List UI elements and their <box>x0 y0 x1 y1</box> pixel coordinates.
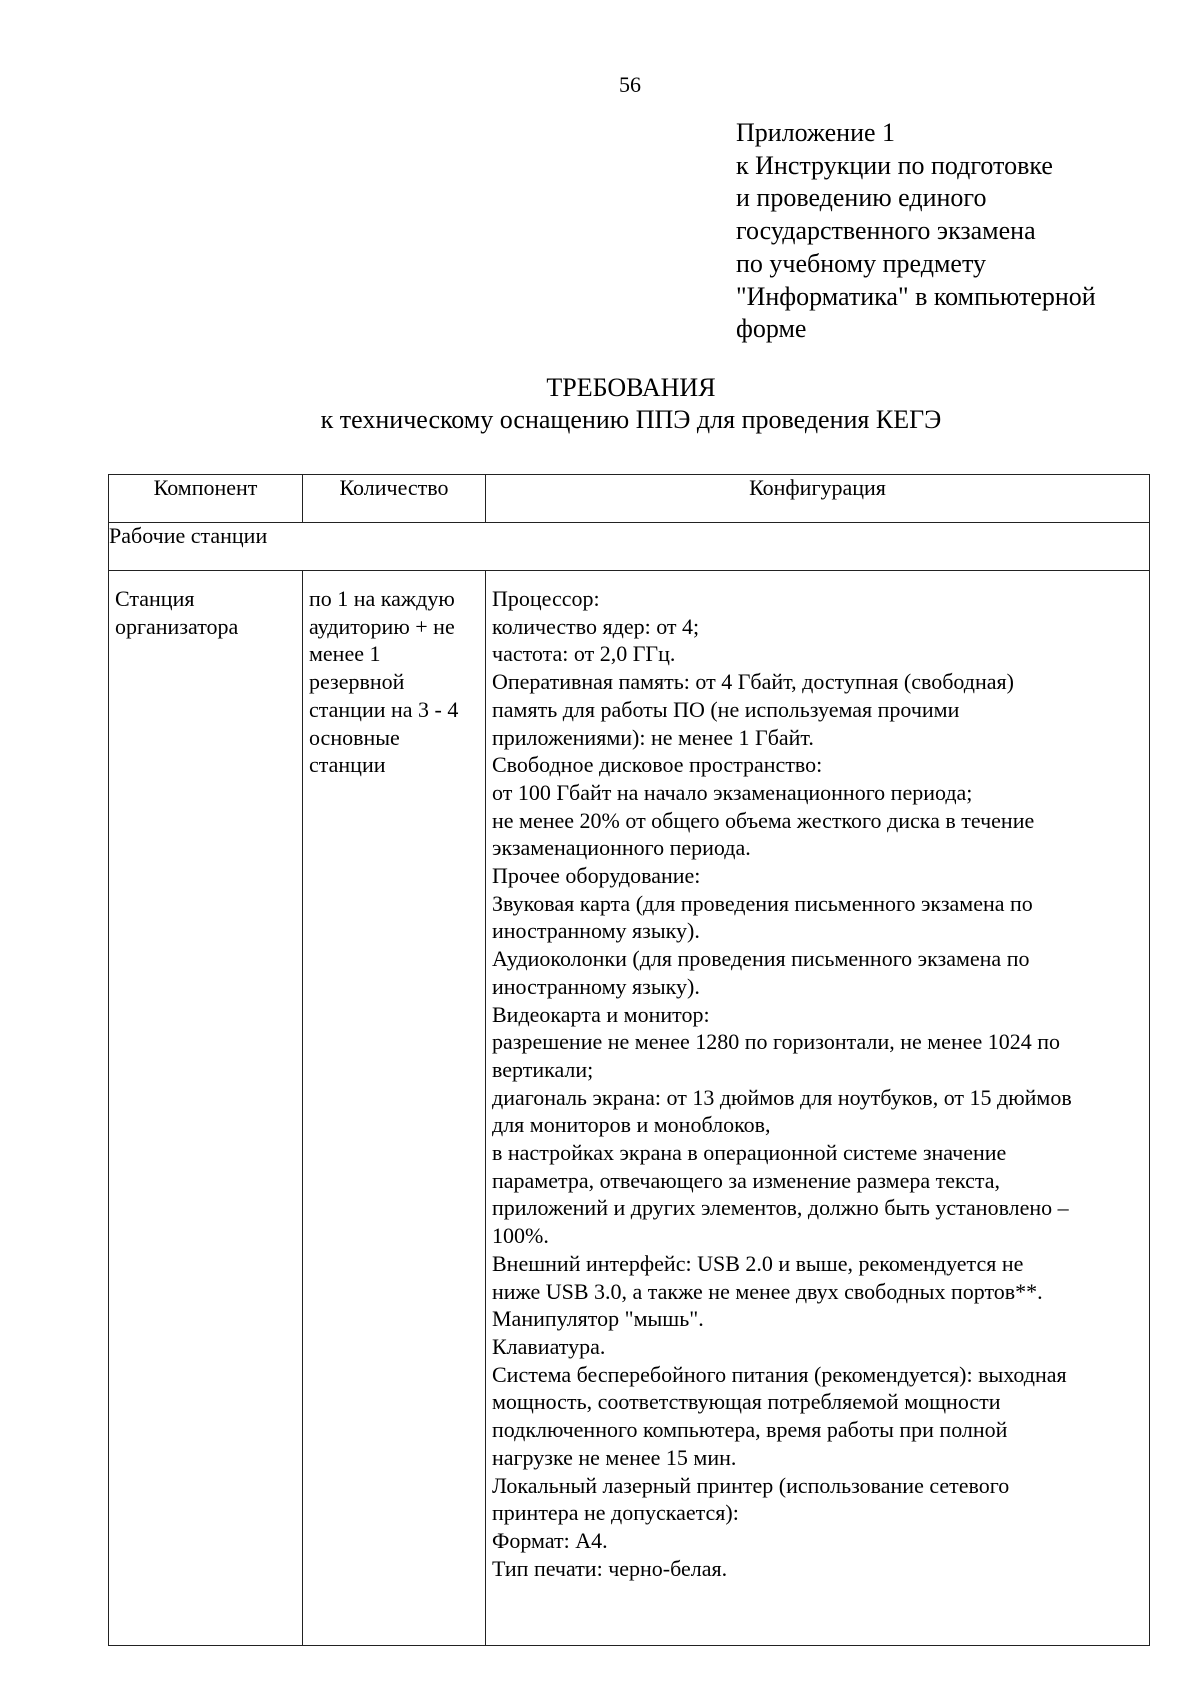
appendix-line: по учебному предмету <box>736 248 986 278</box>
configuration-line: Внешний интерфейс: USB 2.0 и выше, рекомендуется не <box>492 1250 1024 1276</box>
configuration-line: разрешение не менее 1280 по горизонтали, не менее 1024 по <box>492 1029 1061 1055</box>
appendix-line: к Инструкции по подготовке <box>736 150 1053 180</box>
requirements-table <box>108 474 1150 1646</box>
quantity-line: станции <box>309 752 386 778</box>
configuration-line: Манипулятор "мышь". <box>492 1306 704 1332</box>
section-workstations: Рабочие станции <box>109 523 1150 571</box>
header-configuration: Конфигурация <box>486 475 1150 523</box>
component-line: организатора <box>115 613 239 639</box>
appendix-line: Приложение 1 <box>736 118 896 147</box>
configuration-line: приложений и других элементов, должно быть установлено – <box>492 1195 1069 1221</box>
configuration-line: Оперативная память: от 4 Гбайт, доступная (свободная) <box>492 669 1014 695</box>
quantity-line: резервной <box>309 669 405 695</box>
configuration-line: частота: от 2,0 ГГц. <box>492 641 676 667</box>
configuration-line: Аудиоколонки (для проведения письменного экзамена по <box>492 946 1030 972</box>
configuration-line: количество ядер: от 4; <box>492 613 700 639</box>
configuration-line: Прочее оборудование: <box>492 863 701 889</box>
configuration-line: подключенного компьютера, время работы при полной <box>492 1417 1008 1443</box>
configuration-line: Клавиатура. <box>492 1333 606 1359</box>
appendix-line: государственного экзамена <box>736 216 1036 246</box>
configuration-line: Звуковая карта (для проведения письменного экзамена по <box>492 890 1033 916</box>
page-number: 56 <box>619 72 641 97</box>
appendix-note <box>736 117 1096 346</box>
configuration-line: диагональ экрана: от 13 дюймов для ноутбуков, от 15 дюймов <box>492 1084 1072 1110</box>
quantity-line: основные <box>309 724 400 750</box>
configuration-line: Тип печати: черно-белая. <box>492 1555 728 1581</box>
document-subtitle: к техническому оснащению ППЭ для проведения КЕГЭ <box>320 405 942 434</box>
document-title-block <box>0 372 1200 436</box>
component-cell <box>109 571 303 1646</box>
configuration-line: Локальный лазерный принтер (использование сетевого <box>492 1472 1010 1498</box>
configuration-line: Процессор: <box>492 586 600 611</box>
configuration-line: Видеокарта и монитор: <box>492 1001 710 1027</box>
configuration-line: приложениями): не менее 1 Гбайт. <box>492 724 814 750</box>
quantity-cell <box>303 571 486 1646</box>
configuration-line: иностранному языку). <box>492 918 700 944</box>
configuration-line: вертикали; <box>492 1056 594 1082</box>
configuration-cell <box>486 571 1150 1646</box>
configuration-line: от 100 Гбайт на начало экзаменационного периода; <box>492 779 973 805</box>
configuration-line: нагрузке не менее 15 мин. <box>492 1444 737 1470</box>
configuration-line: не менее 20% от общего объема жесткого диска в течение <box>492 807 1035 833</box>
configuration-line: Формат: А4. <box>492 1527 608 1553</box>
configuration-line: в настройках экрана в операционной системе значение <box>492 1140 1007 1166</box>
component-line: Станция <box>115 586 195 611</box>
header-component: Компонент <box>109 475 303 523</box>
quantity-line: аудиторию + не <box>309 613 455 639</box>
appendix-line: и проведению единого <box>736 183 987 213</box>
quantity-line: менее 1 <box>309 641 381 667</box>
table-row <box>109 571 1150 1646</box>
configuration-line: ниже USB 3.0, а также не менее двух свободных портов**. <box>492 1278 1043 1304</box>
configuration-line: принтера не допускается): <box>492 1500 739 1526</box>
configuration-line: параметра, отвечающего за изменение размера текста, <box>492 1167 1001 1193</box>
appendix-line: "Информатика" в компьютерной <box>736 281 1096 311</box>
configuration-line: мощность, соответствующая потребляемой мощности <box>492 1389 1001 1415</box>
configuration-line: для мониторов и моноблоков, <box>492 1112 771 1138</box>
configuration-line: Свободное дисковое пространство: <box>492 752 823 778</box>
table-header-row <box>109 475 1150 523</box>
header-quantity: Количество <box>303 475 486 523</box>
table-section-row <box>109 523 1150 571</box>
configuration-line: иностранному языку). <box>492 973 700 999</box>
document-title: ТРЕБОВАНИЯ <box>546 373 716 402</box>
quantity-line: станции на 3 - 4 <box>309 696 459 722</box>
configuration-line: Система бесперебойного питания (рекомендуется): выходная <box>492 1361 1067 1387</box>
configuration-line: экзаменационного периода. <box>492 835 751 861</box>
configuration-line: 100%. <box>492 1223 549 1249</box>
quantity-line: по 1 на каждую <box>309 586 455 611</box>
appendix-line: форме <box>736 314 807 344</box>
configuration-line: память для работы ПО (не используемая прочими <box>492 696 960 722</box>
